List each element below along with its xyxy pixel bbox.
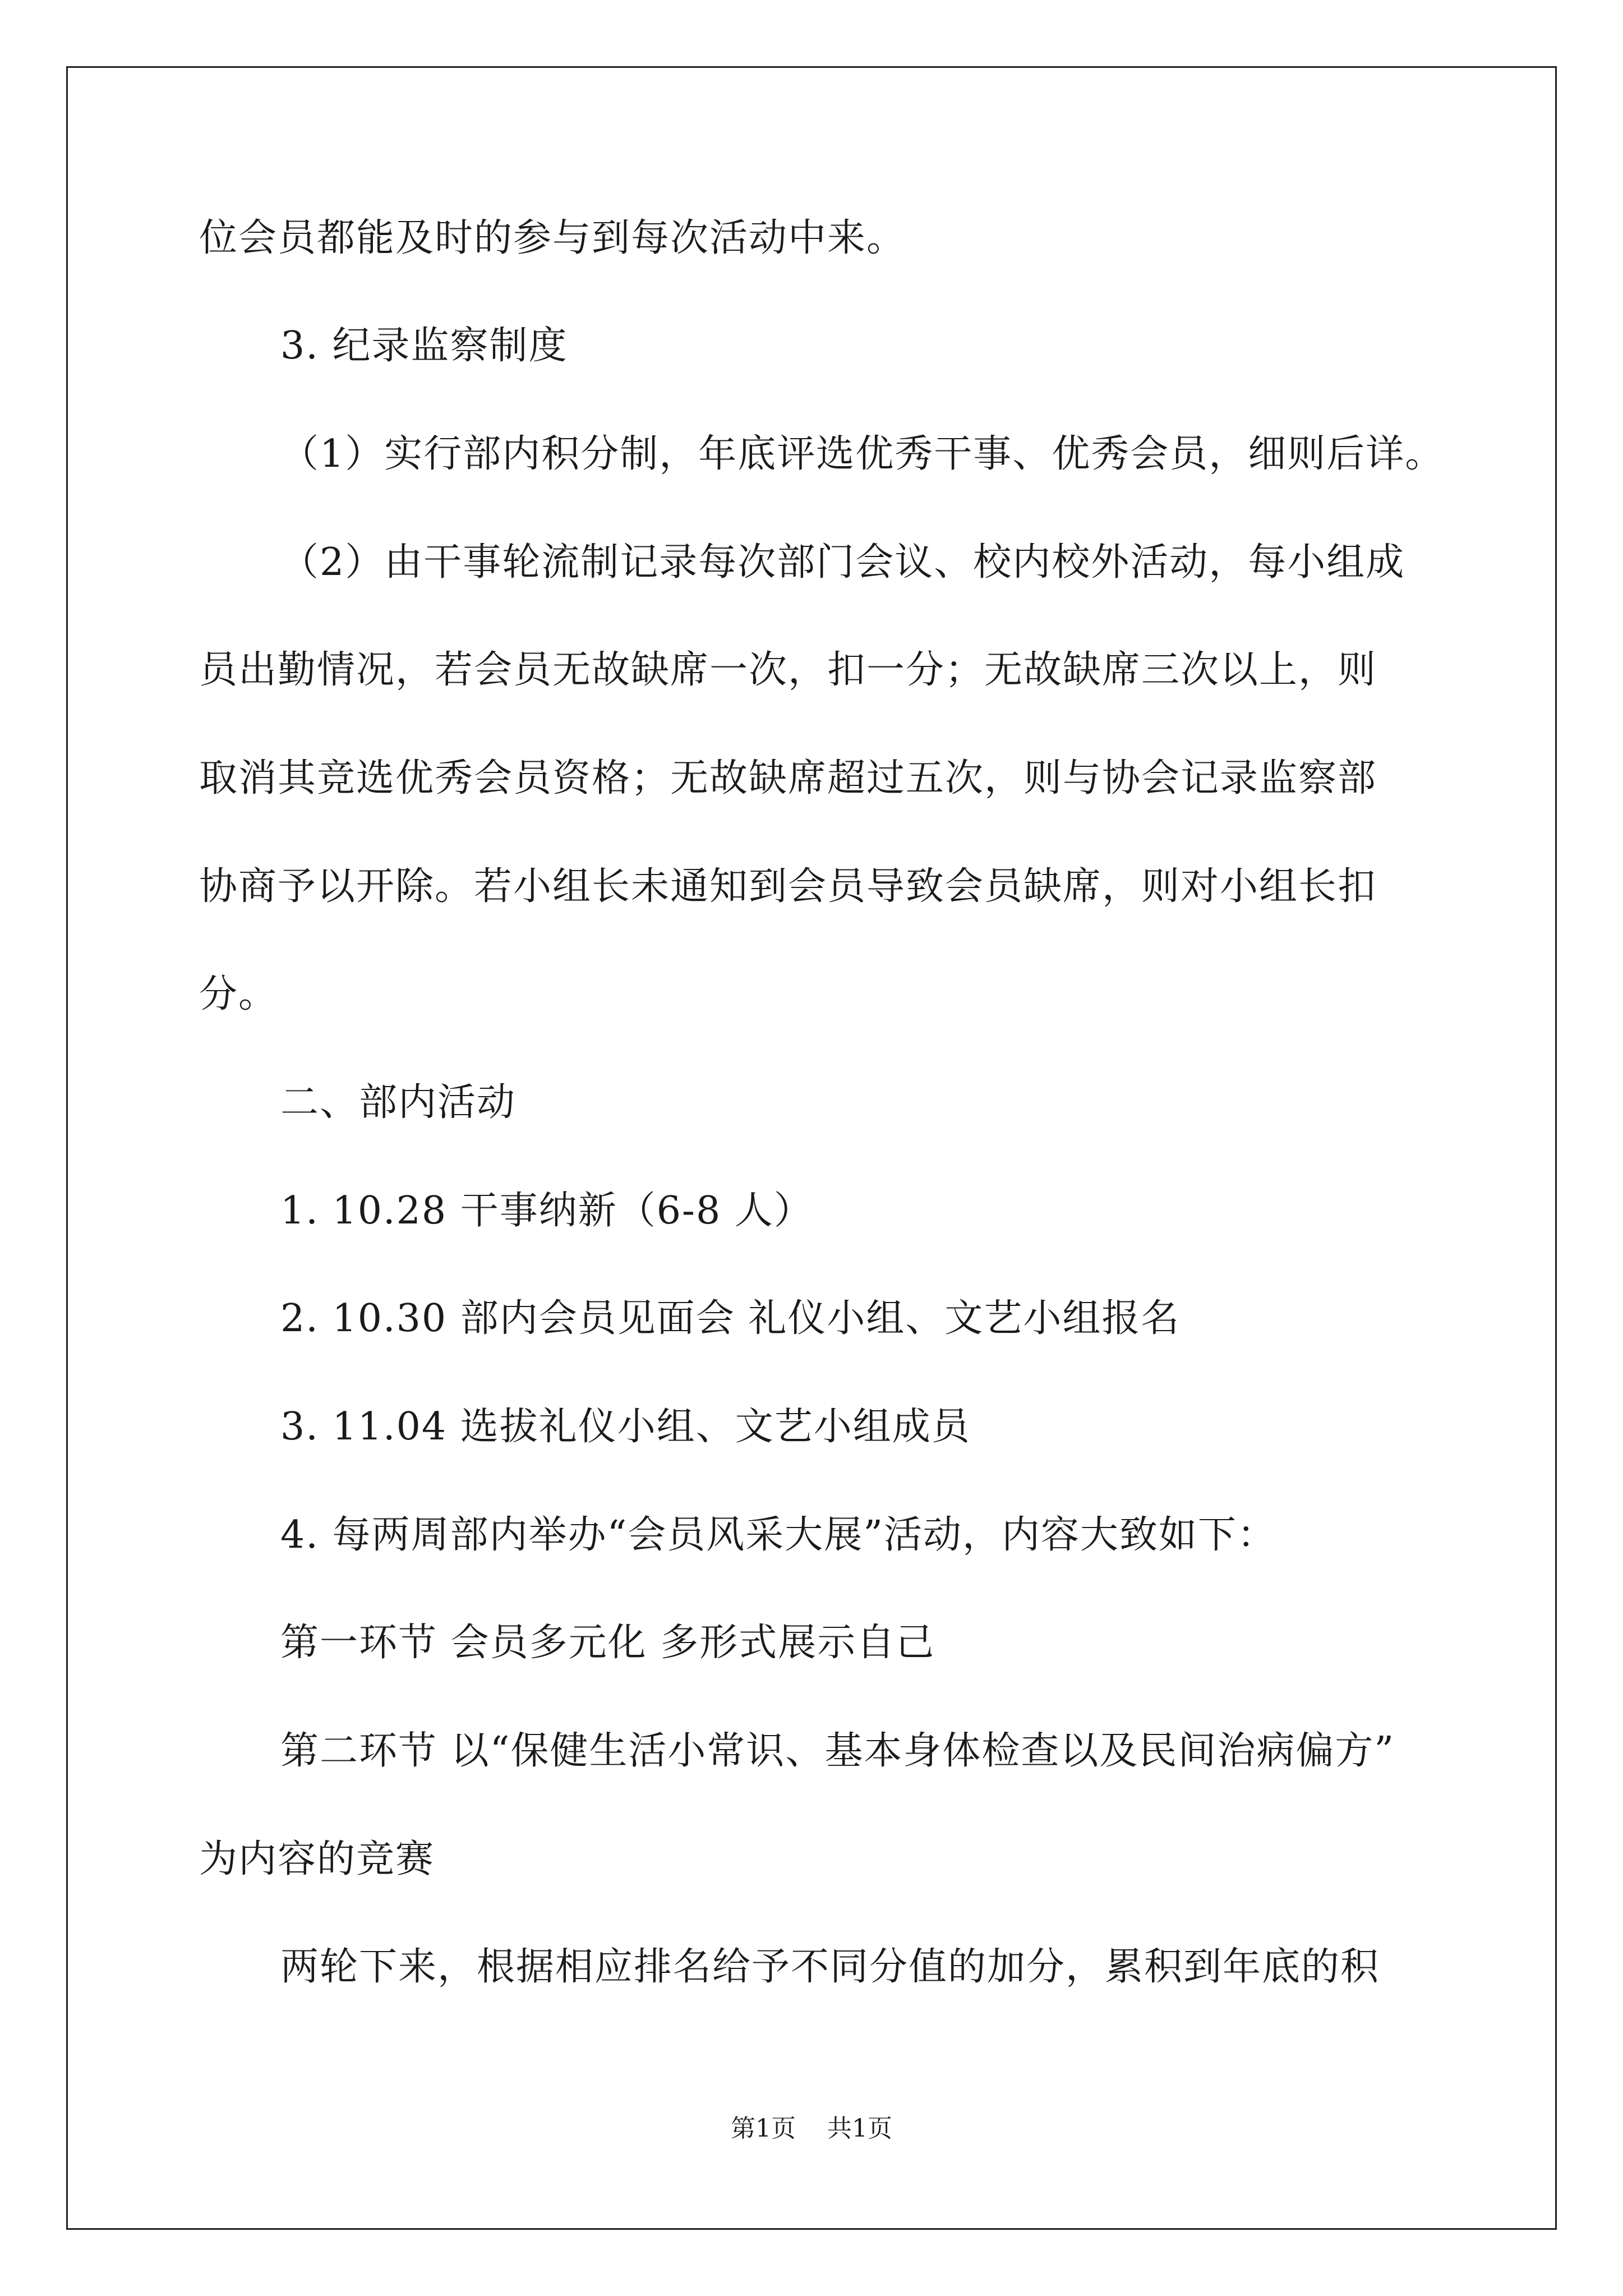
page-total: 共1页 <box>827 2114 892 2143</box>
paragraph-line: 第二环节 以“保健生活小常识、基本身体检查以及民间治病偏方” <box>280 1729 1395 1773</box>
paragraph-line: 为内容的竞赛 <box>199 1837 435 1881</box>
paragraph-line: 位会员都能及时的参与到每次活动中来。 <box>199 216 906 260</box>
page-number: 第1页 <box>731 2114 796 2143</box>
section-heading: 3. 纪录监察制度 <box>280 324 568 368</box>
paragraph-line: 协商予以开除。若小组长未通知到会员导致会员缺席，则对小组长扣 <box>199 864 1377 909</box>
list-item: 3. 11.04 选拔礼仪小组、文艺小组成员 <box>280 1405 971 1449</box>
page-footer <box>0 2112 1623 2146</box>
list-item: 2. 10.30 部内会员见面会 礼仪小组、文艺小组报名 <box>280 1296 1181 1341</box>
paragraph-line: （2）由干事轮流制记录每次部门会议、校内校外活动，每小组成 <box>280 540 1405 585</box>
paragraph-line: 第一环节 会员多元化 多形式展示自己 <box>280 1621 935 1665</box>
page-border <box>66 66 1557 2230</box>
paragraph-line: 取消其竞选优秀会员资格；无故缺席超过五次，则与协会记录监察部 <box>199 756 1377 800</box>
list-item: 4. 每两周部内举办“会员风采大展”活动，内容大致如下： <box>280 1513 1277 1557</box>
paragraph-line: 员出勤情况，若会员无故缺席一次，扣一分；无故缺席三次以上，则 <box>199 648 1377 692</box>
list-item: 1. 10.28 干事纳新（6-8 人） <box>280 1189 813 1233</box>
section-heading: 二、部内活动 <box>280 1080 517 1125</box>
paragraph-line: 两轮下来，根据相应排名给予不同分值的加分，累积到年底的积 <box>280 1945 1380 1989</box>
paragraph-line: （1）实行部内积分制，年底评选优秀干事、优秀会员，细则后详。 <box>280 432 1445 476</box>
paragraph-line: 分。 <box>199 972 278 1016</box>
